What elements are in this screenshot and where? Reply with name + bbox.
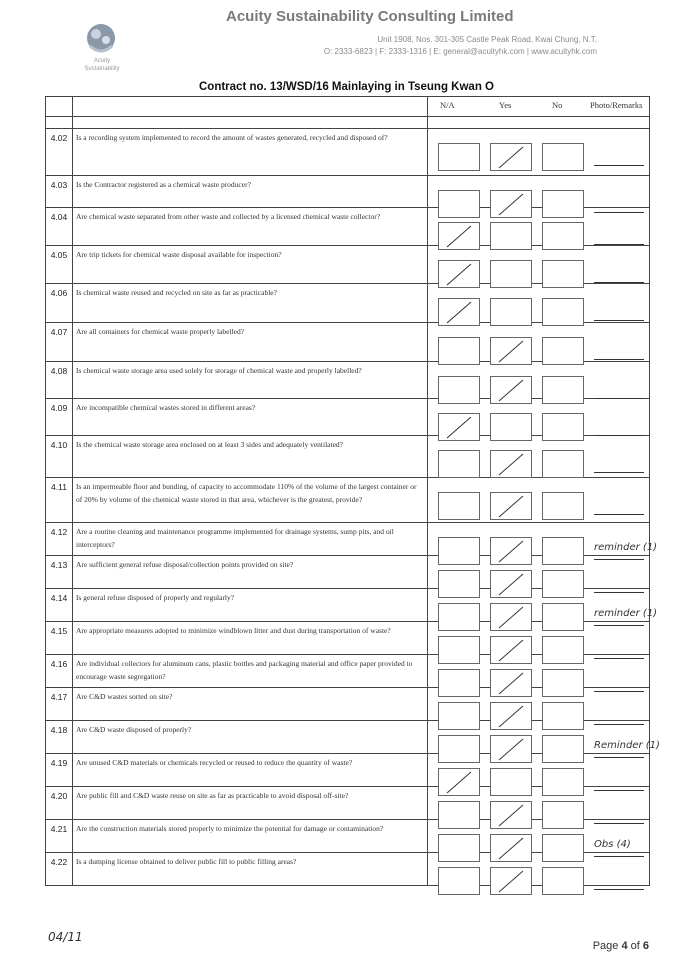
checkbox-yes[interactable]	[490, 450, 532, 478]
checkbox-na[interactable]	[438, 867, 480, 895]
logo-text: Acuity Sustainability	[84, 58, 120, 72]
item-response	[428, 787, 650, 820]
item-response	[428, 176, 650, 208]
item-question: Are appropriate measures adopted to minimize windblown litter and dust during transportation of waste?	[73, 622, 428, 655]
item-question: Is chemical waste reused and recycled on site as far as practicable?	[73, 284, 428, 323]
item-question: Is an impermeable floor and bunding, of capacity to accommodate 110% of the volume of the largest container or of 20% by volume of the chemical waste stored in that area, whichever is the greatest, provide?	[73, 478, 428, 523]
table-row	[46, 246, 650, 284]
checkbox-yes[interactable]	[490, 867, 532, 895]
item-question: Is a dumping license obtained to deliver public fill to public filling areas?	[73, 853, 428, 886]
item-response	[428, 323, 650, 362]
remarks-line	[594, 514, 644, 515]
item-question: Are C&D waste disposed of properly?	[73, 721, 428, 754]
item-question: Are chemical waste separated from other waste and collected by a licensed chemical waste collector?	[73, 208, 428, 246]
item-number: 4.04	[46, 208, 73, 246]
checkbox-na[interactable]	[438, 143, 480, 171]
item-number: 4.09	[46, 399, 73, 436]
item-response	[428, 246, 650, 284]
table-header-row	[46, 97, 650, 117]
item-response	[428, 284, 650, 323]
item-response	[428, 129, 650, 176]
item-response	[428, 688, 650, 721]
checkbox-no[interactable]	[542, 867, 584, 895]
item-response	[428, 556, 650, 589]
contract-title: Contract no. 13/WSD/16 Mainlaying in Tseung Kwan O	[199, 81, 494, 93]
item-question: Is the chemical waste storage area enclosed on at least 3 sides and adequately ventilated?	[73, 436, 428, 478]
item-question: Are public fill and C&D waste reuse on site as far as practicable to avoid disposal off-site?	[73, 787, 428, 820]
checkbox-no[interactable]	[542, 450, 584, 478]
contact-line: O: 2333-6823 | F: 2333-1316 | E: general@acuityhk.com | www.acuityhk.com	[323, 47, 597, 56]
item-question: Are individual collectors for aluminum cans, plastic bottles and packaging material and office paper provided to encourage waste segregation?	[73, 655, 428, 688]
item-number: 4.20	[46, 787, 73, 820]
item-number: 4.11	[46, 478, 73, 523]
checkbox-na[interactable]	[438, 492, 480, 520]
table-row	[46, 478, 650, 523]
handwritten-remark: Reminder (1)	[594, 740, 660, 751]
column-remarks: Photo/Remarks	[590, 100, 643, 110]
column-no: No	[552, 100, 563, 110]
item-number: 4.10	[46, 436, 73, 478]
item-number: 4.17	[46, 688, 73, 721]
item-question: Are a routine cleaning and maintenance programme implemented for drainage systems, sump pits, and oil interceptors?	[73, 523, 428, 556]
item-response	[428, 523, 658, 556]
item-response	[428, 622, 650, 655]
remarks-line	[594, 165, 644, 166]
item-response	[428, 721, 660, 754]
item-response	[428, 208, 650, 246]
item-number: 4.03	[46, 176, 73, 208]
item-number: 4.21	[46, 820, 73, 853]
item-number: 4.16	[46, 655, 73, 688]
table-row	[46, 129, 650, 176]
table-row	[46, 556, 650, 589]
remarks-line	[594, 889, 644, 890]
checkbox-yes[interactable]	[490, 492, 532, 520]
address-line: Unit 1908, Nos. 301-305 Castle Peak Road, Kwai Chung, N.T.	[377, 35, 597, 44]
table-row	[46, 436, 650, 478]
item-number: 4.06	[46, 284, 73, 323]
item-question: Are trip tickets for chemical waste disposal available for inspection?	[73, 246, 428, 284]
table-spacer-row	[46, 117, 650, 129]
item-response	[428, 362, 650, 399]
item-number: 4.05	[46, 246, 73, 284]
column-na: N/A	[440, 100, 455, 110]
handwritten-remark: reminder (1)	[594, 608, 658, 619]
item-response	[428, 820, 650, 853]
table-row	[46, 362, 650, 399]
checkbox-no[interactable]	[542, 143, 584, 171]
item-number: 4.15	[46, 622, 73, 655]
item-response	[428, 589, 658, 622]
item-response	[428, 655, 650, 688]
handwritten-remark: reminder (1)	[594, 542, 658, 553]
item-response	[428, 478, 650, 523]
item-question: Are sufficient general refuse disposal/collection points provided on site?	[73, 556, 428, 589]
checkbox-na[interactable]	[438, 450, 480, 478]
table-row	[46, 523, 650, 556]
table-row	[46, 622, 650, 655]
item-number: 4.07	[46, 323, 73, 362]
remarks-line	[594, 359, 644, 360]
item-number: 4.08	[46, 362, 73, 399]
item-question: Are unused C&D materials or chemicals recycled or reused to reduce the quantity of waste?	[73, 754, 428, 787]
checklist-table	[45, 96, 660, 886]
page-number: Page 4 of 6	[592, 940, 649, 952]
table-row	[46, 655, 650, 688]
checkbox-no[interactable]	[542, 492, 584, 520]
company-name: Acuity Sustainability Consulting Limited	[226, 8, 514, 25]
item-question: Are C&D wastes sorted on site?	[73, 688, 428, 721]
company-address	[324, 34, 597, 58]
item-question: Are all containers for chemical waste properly labelled?	[73, 323, 428, 362]
checkbox-yes[interactable]	[490, 143, 532, 171]
table-row	[46, 820, 650, 853]
item-number: 4.13	[46, 556, 73, 589]
table-row	[46, 208, 650, 246]
item-question: Is general refuse disposed of properly and regularly?	[73, 589, 428, 622]
item-number: 4.19	[46, 754, 73, 787]
item-question: Are incompatible chemical wastes stored in different areas?	[73, 399, 428, 436]
table-row	[46, 399, 650, 436]
item-number: 4.02	[46, 129, 73, 176]
table-row	[46, 787, 650, 820]
column-yes: Yes	[499, 100, 512, 110]
item-question: Is the Contractor registered as a chemical waste producer?	[73, 176, 428, 208]
item-response	[428, 853, 650, 886]
item-response	[428, 399, 650, 436]
item-number: 4.22	[46, 853, 73, 886]
table-row	[46, 721, 650, 754]
item-question: Are the construction materials stored properly to minimize the potential for damage or contamination?	[73, 820, 428, 853]
table-row	[46, 589, 650, 622]
handwritten-remark: Obs (4)	[594, 839, 631, 850]
item-number: 4.14	[46, 589, 73, 622]
remarks-line	[594, 472, 644, 473]
item-response	[428, 754, 650, 787]
table-row	[46, 176, 650, 208]
remarks-line	[594, 320, 644, 321]
table-row	[46, 688, 650, 721]
item-number: 4.12	[46, 523, 73, 556]
table-row	[46, 853, 650, 886]
table-row	[46, 284, 650, 323]
item-question: Is chemical waste storage area used solely for storage of chemical waste and properly labelled?	[73, 362, 428, 399]
item-question: Is a recording system implemented to record the amount of wastes generated, recycled and disposed of?	[73, 129, 428, 176]
item-response	[428, 436, 650, 478]
table-row	[46, 323, 650, 362]
handwritten-date: 04/11	[48, 930, 83, 944]
item-number: 4.18	[46, 721, 73, 754]
table-row	[46, 754, 650, 787]
